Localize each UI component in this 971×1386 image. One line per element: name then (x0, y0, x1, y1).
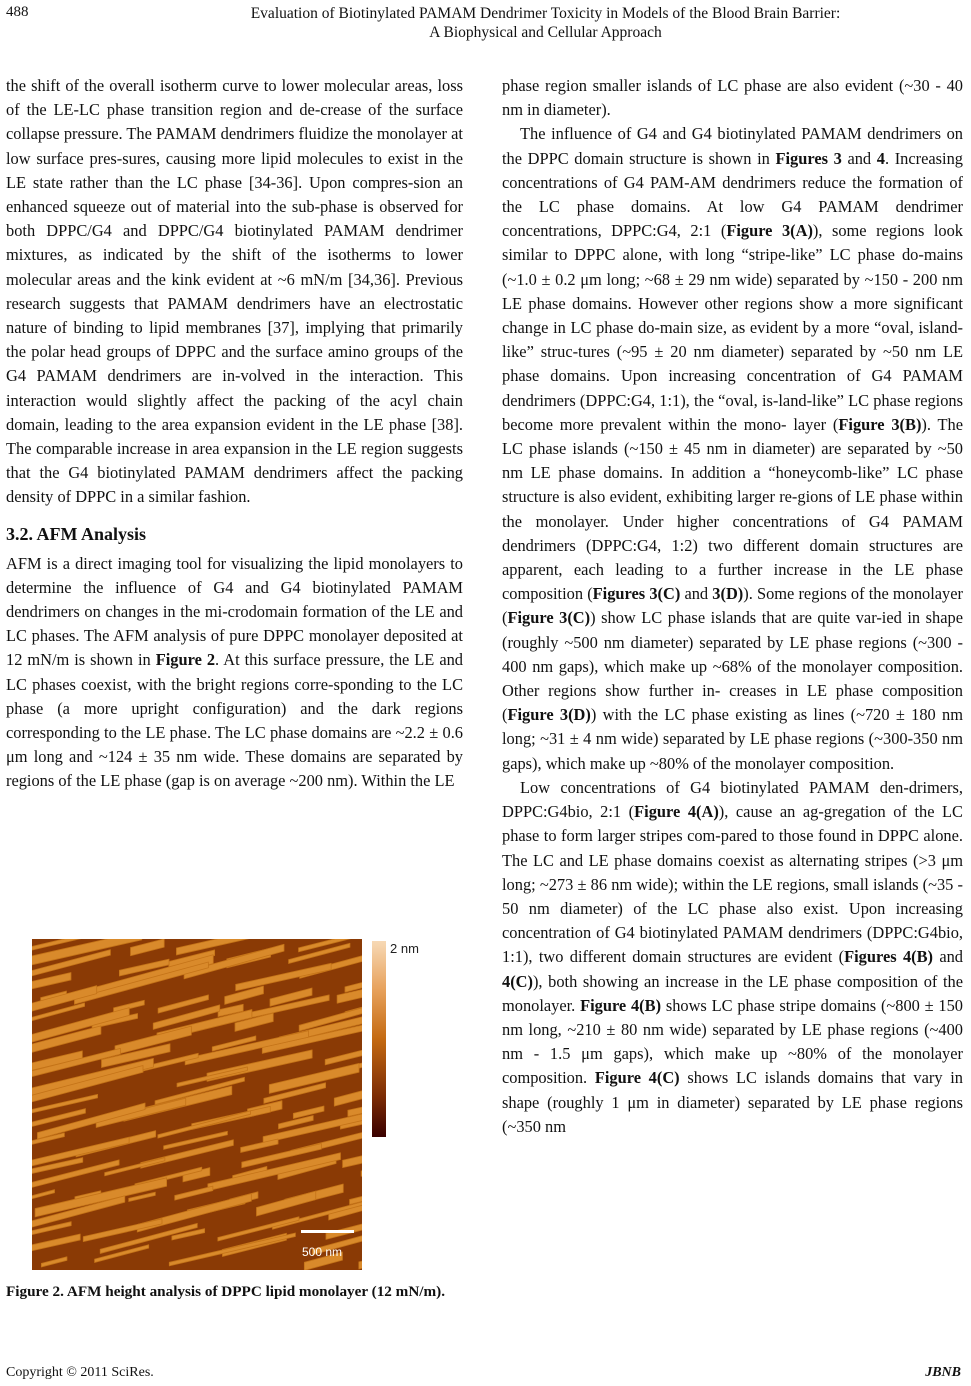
page-number: 488 (6, 4, 29, 20)
left-paragraph-2 (6, 552, 463, 794)
figure-reference: Figure 3(D) (507, 705, 591, 725)
text-run: ) show LC phase islands that are quite var-ied in shape (roughly ~500 nm diameter) separated by LE phase regions (~300 - 400 nm gaps), which make up ~68% of the monolayer composition. Other regions show further in- creases in LE phase composition ( (502, 608, 963, 725)
scale-bar-label: 500 nm (302, 1245, 343, 1259)
text-run: shows LC islands domains that vary in shape (roughly 1 μm in diameter) separated by LE phase regions (~350 nm (502, 1068, 963, 1136)
figure-reference: 4 (876, 148, 885, 168)
right-paragraph-1: phase region smaller islands of LC phase are also evident (~30 - 40 nm in diameter). (502, 76, 963, 120)
section-heading: 3.2. AFM Analysis (6, 523, 147, 544)
scale-bar (301, 1230, 354, 1233)
text-run: Low concentrations of G4 biotinylated PAMAM den-drimers, DPPC:G4bio, 2:1 ( (502, 777, 963, 822)
footer-journal: JBNB (925, 1365, 961, 1380)
figure-reference: Figure 4(B) (580, 995, 662, 1015)
figure-reference: 4(C) (502, 971, 533, 991)
figure-caption: Figure 2. AFM height analysis of DPPC lipid monolayer (12 mN/m). (6, 1283, 446, 1300)
left-paragraph-1: the shift of the overall isotherm curve to lower molecular areas, loss of the LE-LC phase transition region and de-crease of the surface collapse pressure. The PAMAM dendrimers fluidize the monolayer at low surface pres-sures, causing more lipid molecules to exist in the LE state rather than the LC phase [34-36]. Upon compres-sion an enhanced squeeze out of material into the sub-phase is observed for both DPPC/G4 and DPPC/G4 biotinylated PAMAM dendrimer mixtures, as indicated by the shift of the isotherms to lower molecular areas and the kink evident at ~6 mN/m [34,36]. Previous research suggests that PAMAM dendrimers have an electrostatic nature of binding to lipid membranes [37], implying that primarily the polar head groups of DPPC and the surface amino groups of the G4 PAMAM dendrimers are in-volved in the interaction. This interaction would slightly affect the packing of the acyl chain domain, leading to the area expansion evident in the LE phase [38]. The comparable increase in area expansion in the LE region suggests that the G4 biotinylated PAMAM dendrimers affect the packing density of DPPC in a similar fashion. (6, 76, 463, 507)
right-paragraph-2 (502, 122, 963, 775)
figure-reference: Figure 3(B) (838, 414, 922, 434)
afm-height-image (32, 939, 362, 1270)
text-run: The influence of G4 and G4 biotinylated PAMAM dendrimers on the DPPC domain structure is shown in (502, 124, 963, 168)
text-run: ), both showing an increase in the LE phase composition of the monolayer. (502, 971, 963, 1015)
figure-reference: Figure 3(A) (726, 221, 813, 241)
text-run: ), cause an ag-gregation of the LC phase to form larger stripes com-pared to those found in DPPC alone. The LC and LE phase domains coexist as alternating stripes (>3 μm long; ~273 ± 86 nm wide); within the LE regions, small islands (~35 - 50 nm diameter) of the LC phase also exist. Upon increasing concentration of G4 biotinylated PAMAM dendrimers (DPPC:G4bio, 1:1), two different domain structures are evident ( (502, 802, 963, 967)
left-column (6, 74, 463, 794)
text-run: . At this surface pressure, the LE and LC phases coexist, with the bright regions corre-sponding to the LC phase (a more upright configuration) and the dark regions corresponding to the LE phase. The LC phase domains are ~2.2 ± 0.6 μm long and ~124 ± 35 nm wide. These domains are separated by regions of the LE phase (gap is on average ~200 nm). Within the LE (6, 650, 463, 791)
right-paragraph-3 (502, 776, 963, 1139)
height-colorbar (372, 941, 386, 1137)
text-run: . Increasing concentrations of G4 PAM-AM dendrimers reduce the formation of the LC phase domains. At low G4 PAMAM dendrimer concentrations, DPPC:G4, 2:1 ( (502, 148, 963, 241)
footer-copyright: Copyright © 2011 SciRes. (6, 1365, 154, 1380)
text-run: and (933, 947, 963, 967)
figure-reference: Figure 3(C) (507, 608, 591, 628)
header-title-line1: Evaluation of Biotinylated PAMAM Dendrimer Toxicity in Models of the Blood Brain Barrier: (250, 5, 841, 22)
text-run: ). Some regions of the monolayer ( (502, 584, 963, 628)
colorbar-label: 2 nm (390, 941, 419, 956)
right-column (502, 74, 963, 1139)
figure-reference: Figure 4(A) (634, 802, 719, 822)
header-title-line2: A Biophysical and Cellular Approach (429, 24, 662, 41)
figure-reference: Figures 4(B) (844, 947, 933, 967)
text-run: and (841, 148, 877, 168)
text-run: shows LC phase stripe domains (~800 ± 150 nm long, ~210 ± 80 nm wide) separated by LE phase regions (~400 nm - 1.5 μm gaps), which make up ~80% of the monolayer composition. (502, 995, 964, 1088)
text-run: AFM is a direct imaging tool for visualizing the lipid monolayers to determine the influence of G4 and G4 biotinylated PAMAM dendrimers on changes in the mi-crodomain formation of the LE and LC phases. The AFM analysis of pure DPPC monolayer deposited at 12 mN/m is shown in (6, 553, 463, 670)
figure-reference: Figure 2 (155, 650, 216, 670)
text-run: and (680, 584, 713, 604)
figure-reference: Figures 3(C) (592, 584, 681, 604)
figure-reference: Figure 4(C) (594, 1068, 680, 1088)
running-header (160, 4, 931, 42)
figure-reference: 3(D) (712, 584, 744, 604)
text-run: ), some regions look similar to DPPC alone, with long “stripe-like” LC phase do-mains (~1.0 ± 0.2 μm long; ~68 ± 29 nm wide) separated by ~150 - 200 nm LE phase domains. However other regions show a more significant change in LC phase do-main size, as evident by a more “oval, island-like” struc-tures (~95 ± 20 nm diameter) separated by ~50 nm LE phase domains. Upon increasing concentration of G4 PAMAM dendrimers (DPPC:G4, 1:1), the “oval, is-land-like” LC phase regions become more prevalent within the mono- layer ( (502, 221, 963, 434)
text-run: ) with the LC phase existing as lines (~720 ± 180 nm long; ~31 ± 4 nm wide) separated by LE phase regions (~300-350 nm gaps), which make up ~80% of the monolayer composition. (502, 705, 963, 773)
text-run: ). The LC phase islands (~150 ± 45 nm in diameter) are separated by ~50 nm LE phase domains. In addition a “honeycomb-like” LC phase structure is also evident, exhibiting larger re-gions of LE phase within the monolayer. Under higher concentrations of G4 PAMAM dendrimers (DPPC:G4, 1:2) two different domain structures are apparent, each leading to a further increase in the LE phase composition ( (502, 414, 963, 604)
figure-reference: Figures 3 (775, 148, 842, 168)
